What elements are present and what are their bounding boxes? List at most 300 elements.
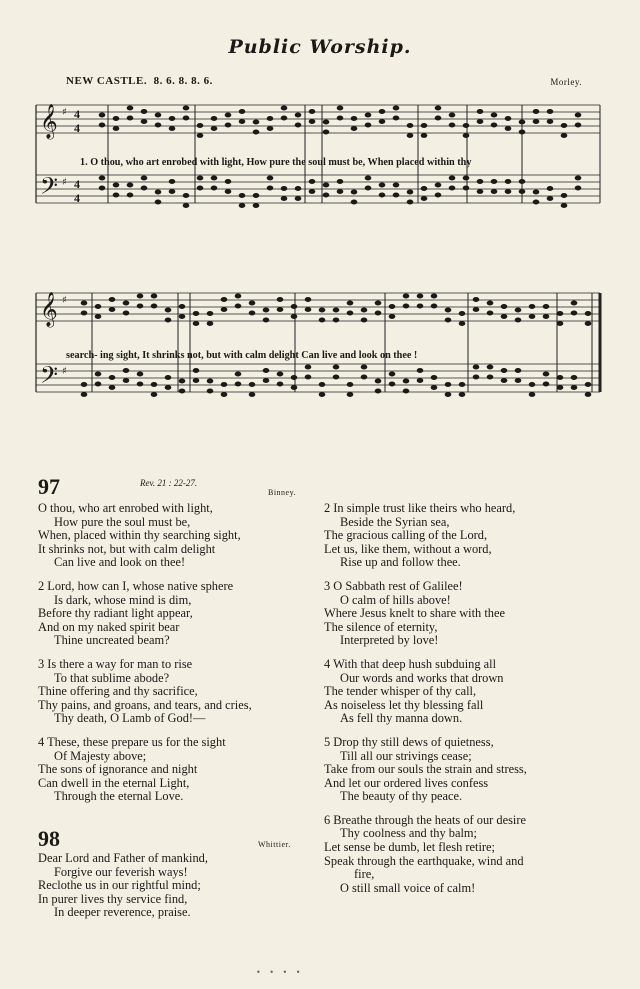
verse-line: And on my naked spirit bear [38, 619, 180, 634]
note-head [155, 190, 162, 195]
note-head [305, 307, 312, 312]
hymn-97-text [38, 502, 313, 814]
sharp-icon: ♯ [62, 107, 67, 118]
note-head [365, 113, 372, 118]
note-head [477, 189, 484, 194]
hymn-97-stanza-4 [38, 736, 313, 804]
note-head [155, 123, 162, 128]
note-head [95, 382, 102, 387]
note-head [337, 179, 344, 184]
note-head [141, 109, 148, 114]
note-head [249, 382, 256, 387]
note-head [347, 382, 354, 387]
note-head [141, 176, 148, 181]
note-head [347, 301, 354, 306]
time-signature: 4 [74, 177, 80, 191]
note-head [491, 123, 498, 128]
note-head [221, 297, 228, 302]
note-head [407, 200, 414, 205]
note-head [543, 304, 550, 309]
note-head [193, 311, 200, 316]
note-head [533, 200, 540, 205]
note-head [543, 314, 550, 319]
note-head [183, 203, 190, 208]
verse-line: Beside the Syrian sea, [340, 514, 450, 529]
hymn-98-stanza-1 [38, 852, 313, 920]
note-head [487, 365, 494, 370]
verse-line: When, placed within thy searching sight, [38, 528, 241, 543]
note-head [379, 109, 386, 114]
note-head [169, 179, 176, 184]
note-head [99, 186, 106, 191]
note-head [267, 126, 274, 131]
note-head [501, 314, 508, 319]
note-head [305, 375, 312, 380]
tune-meter: 8. 6. 8. 8. 6. [153, 75, 213, 87]
note-head [571, 301, 578, 306]
hymn-98-stanza-2 [324, 502, 609, 570]
note-head [207, 321, 214, 326]
note-head [449, 123, 456, 128]
note-head [179, 304, 186, 309]
note-head [95, 304, 102, 309]
bass-clef-icon: 𝄢 [40, 172, 59, 205]
note-head [323, 193, 330, 198]
verse-line: Reclothe us in our rightful mind; [38, 878, 201, 893]
note-head [165, 375, 172, 380]
note-head [309, 119, 316, 124]
note-head [393, 116, 400, 121]
note-head [127, 183, 134, 188]
note-head [253, 203, 260, 208]
note-head [557, 375, 564, 380]
note-head [81, 301, 88, 306]
note-head [113, 116, 120, 121]
verse-line: 6 Breathe through the heats of our desire [324, 812, 526, 827]
note-head [519, 120, 526, 125]
note-head [305, 365, 312, 370]
note-head [137, 382, 144, 387]
verse-line: Rise up and follow thee. [340, 555, 461, 570]
note-head [575, 186, 582, 191]
note-head [137, 304, 144, 309]
hymn-97-stanza-1 [38, 502, 313, 570]
note-head [421, 186, 428, 191]
note-head [151, 382, 158, 387]
note-head [491, 113, 498, 118]
verse-line: Thine uncreated beam? [54, 633, 170, 648]
note-head [547, 119, 554, 124]
note-head [547, 109, 554, 114]
verse-line: O calm of hills above! [340, 592, 451, 607]
verse-line: O still small voice of calm! [340, 880, 476, 895]
note-head [347, 311, 354, 316]
note-head [333, 375, 340, 380]
verse-line: And let our ordered lives confess [324, 775, 489, 790]
note-head [141, 119, 148, 124]
note-head [267, 116, 274, 121]
note-head [519, 179, 526, 184]
note-head [459, 382, 466, 387]
note-head [295, 123, 302, 128]
hymn-98-author: Whittier. [258, 840, 291, 849]
note-head [207, 389, 214, 394]
verse-line: Take from our souls the strain and stress, [324, 762, 527, 777]
note-head [151, 392, 158, 397]
note-head [183, 193, 190, 198]
verse-line: Can live and look on thee! [54, 555, 186, 570]
note-head [505, 116, 512, 121]
time-signature: 4 [74, 121, 80, 135]
note-head [501, 368, 508, 373]
note-head [291, 304, 298, 309]
verse-line: The tender whisper of thy call, [324, 684, 477, 699]
note-head [575, 123, 582, 128]
note-head [393, 106, 400, 111]
note-head [585, 382, 592, 387]
note-head [421, 133, 428, 138]
note-head [445, 318, 452, 323]
note-head [557, 385, 564, 390]
note-head [277, 307, 284, 312]
note-head [445, 382, 452, 387]
note-head [179, 314, 186, 319]
verse-line: The sons of ignorance and night [38, 762, 198, 777]
note-head [407, 133, 414, 138]
note-head [361, 365, 368, 370]
note-head [393, 193, 400, 198]
note-head [239, 109, 246, 114]
note-head [571, 385, 578, 390]
note-head [459, 321, 466, 326]
note-head [253, 130, 260, 135]
note-head [267, 176, 274, 181]
verse-line: As fell thy manna down. [340, 711, 463, 726]
note-head [431, 375, 438, 380]
note-head [431, 294, 438, 299]
note-head [333, 308, 340, 313]
note-head [277, 297, 284, 302]
note-head [515, 318, 522, 323]
note-head [193, 378, 200, 383]
verse-line: Dear Lord and Father of mankind, [38, 851, 208, 865]
note-head [435, 193, 442, 198]
note-head [123, 301, 130, 306]
note-head [319, 382, 326, 387]
verse-line: Of Majesty above; [54, 748, 147, 763]
note-head [487, 375, 494, 380]
note-head [235, 372, 242, 377]
verse-line: O thou, who art enrobed with light, [38, 501, 213, 515]
verse-line: The beauty of thy peace. [340, 789, 463, 804]
note-head [445, 308, 452, 313]
note-head [403, 294, 410, 299]
note-head [449, 186, 456, 191]
note-head [337, 116, 344, 121]
music-lyric-line-2: search- ing sight, It shrinks not, but with calm delight Can live and look on thee ! [66, 350, 418, 361]
note-head [291, 375, 298, 380]
verse-line: Thine offering and thy sacrifice, [38, 684, 198, 699]
note-head [169, 189, 176, 194]
note-head [585, 392, 592, 397]
note-head [123, 368, 130, 373]
note-head [515, 308, 522, 313]
note-head [249, 311, 256, 316]
note-head [477, 109, 484, 114]
note-head [351, 116, 358, 121]
note-head [463, 133, 470, 138]
hymn-97-number: 97 [38, 474, 60, 499]
note-head [515, 378, 522, 383]
note-head [113, 126, 120, 131]
page-heading: Public Worship. [228, 36, 412, 58]
note-head [207, 311, 214, 316]
hymn-98-stanza-3 [324, 580, 609, 648]
verse-line: Before thy radiant light appear, [38, 606, 193, 621]
note-head [225, 123, 232, 128]
note-head [375, 301, 382, 306]
note-head [515, 368, 522, 373]
note-head [281, 116, 288, 121]
note-head [571, 375, 578, 380]
treble-clef-icon: 𝄞 [40, 104, 58, 139]
note-head [585, 321, 592, 326]
note-head [99, 176, 106, 181]
note-head [169, 116, 176, 121]
note-head [249, 301, 256, 306]
verse-line: The silence of eternity, [324, 619, 438, 634]
note-head [249, 392, 256, 397]
note-head [361, 308, 368, 313]
note-head [337, 106, 344, 111]
note-head [431, 385, 438, 390]
verse-line: 4 These, these prepare us for the sight [38, 734, 226, 749]
note-head [505, 189, 512, 194]
note-head [519, 130, 526, 135]
note-head [435, 116, 442, 121]
note-head [127, 193, 134, 198]
note-head [309, 179, 316, 184]
note-head [529, 304, 536, 309]
hymn-98-stanza-6 [324, 814, 609, 896]
hymn-97-author: Binney. [268, 488, 297, 497]
note-head [557, 321, 564, 326]
note-head [95, 372, 102, 377]
hymn-97-reference: Rev. 21 : 22-27. [140, 478, 198, 488]
note-head [197, 133, 204, 138]
note-head [291, 385, 298, 390]
verse-line: Thy death, O Lamb of God!— [54, 711, 206, 726]
note-head [501, 304, 508, 309]
note-head [263, 308, 270, 313]
verse-line: In deeper reverence, praise. [54, 905, 191, 920]
note-head [109, 307, 116, 312]
note-head [183, 106, 190, 111]
note-head [379, 119, 386, 124]
note-head [333, 365, 340, 370]
note-head [473, 297, 480, 302]
note-head [431, 304, 438, 309]
note-head [309, 109, 316, 114]
verse-line: Interpreted by love! [340, 633, 439, 648]
note-head [529, 392, 536, 397]
note-head [123, 311, 130, 316]
note-head [459, 392, 466, 397]
note-head [529, 382, 536, 387]
note-head [491, 189, 498, 194]
note-head [533, 119, 540, 124]
note-head [463, 123, 470, 128]
note-head [389, 372, 396, 377]
note-head [501, 378, 508, 383]
note-head [81, 382, 88, 387]
note-head [263, 378, 270, 383]
note-head [281, 196, 288, 201]
note-head [375, 311, 382, 316]
note-head [557, 311, 564, 316]
note-head [295, 186, 302, 191]
note-head [165, 385, 172, 390]
note-head [137, 372, 144, 377]
verse-line: Till all our strivings cease; [340, 748, 472, 763]
note-head [361, 375, 368, 380]
note-head [417, 378, 424, 383]
note-head [155, 200, 162, 205]
note-head [337, 189, 344, 194]
note-head [99, 113, 106, 118]
note-head [253, 193, 260, 198]
note-head [263, 368, 270, 373]
note-head [211, 126, 218, 131]
note-head [239, 203, 246, 208]
note-head [221, 307, 228, 312]
verse-line: 5 Drop thy still dews of quietness, [324, 734, 494, 749]
note-head [403, 389, 410, 394]
verse-line: Can dwell in the eternal Light, [38, 775, 190, 790]
note-head [235, 382, 242, 387]
note-head [463, 186, 470, 191]
note-head [379, 193, 386, 198]
hymn-97-stanza-3 [38, 658, 313, 726]
note-head [323, 120, 330, 125]
note-head [487, 311, 494, 316]
note-head [417, 294, 424, 299]
note-head [277, 372, 284, 377]
note-head [561, 123, 568, 128]
note-head [151, 294, 158, 299]
note-head [407, 190, 414, 195]
note-head [151, 304, 158, 309]
verse-line: Thy coolness and thy balm; [340, 826, 477, 841]
note-head [547, 186, 554, 191]
note-head [165, 308, 172, 313]
note-head [561, 133, 568, 138]
note-head [253, 120, 260, 125]
note-head [421, 196, 428, 201]
note-head [277, 382, 284, 387]
time-signature: 4 [74, 107, 80, 121]
note-head [379, 183, 386, 188]
note-head [473, 307, 480, 312]
verse-line: 3 O Sabbath rest of Galilee! [324, 578, 463, 593]
note-head [207, 379, 214, 384]
note-head [323, 183, 330, 188]
verse-line: 3 Is there a way for man to rise [38, 656, 193, 671]
note-head [109, 297, 116, 302]
treble-clef-icon: 𝄞 [40, 292, 58, 327]
note-head [463, 176, 470, 181]
bass-clef-icon: 𝄢 [40, 361, 59, 394]
note-head [319, 392, 326, 397]
note-head [155, 113, 162, 118]
note-head [239, 193, 246, 198]
note-head [281, 106, 288, 111]
note-head [221, 392, 228, 397]
note-head [375, 379, 382, 384]
note-head [449, 113, 456, 118]
hymn-98-stanza-5 [324, 736, 609, 804]
note-head [421, 123, 428, 128]
note-head [347, 392, 354, 397]
note-head [375, 389, 382, 394]
note-head [323, 130, 330, 135]
note-head [113, 183, 120, 188]
note-head [295, 113, 302, 118]
verse-line: Speak through the earthquake, wind and [324, 853, 524, 868]
note-head [141, 186, 148, 191]
note-head [449, 176, 456, 181]
verse-line: It shrinks not, but with calm delight [38, 541, 216, 556]
note-head [417, 304, 424, 309]
music-lyric-line-1: 1. O thou, who art enrobed with light, How pure the soul must be, When placed within thy [80, 157, 472, 168]
note-head [239, 119, 246, 124]
verse-line: Thy pains, and groans, and tears, and cries, [38, 697, 252, 712]
note-head [403, 304, 410, 309]
verse-line: As noiseless let thy blessing fall [324, 697, 484, 712]
note-head [113, 193, 120, 198]
music-score [0, 0, 640, 460]
note-head [281, 186, 288, 191]
note-head [365, 186, 372, 191]
hymn-98-stanza-4 [324, 658, 609, 726]
note-head [561, 203, 568, 208]
note-head [319, 318, 326, 323]
note-head [435, 183, 442, 188]
verse-line: 2 In simple trust like theirs who heard, [324, 501, 516, 515]
note-head [543, 372, 550, 377]
note-head [165, 318, 172, 323]
note-head [477, 119, 484, 124]
note-head [407, 123, 414, 128]
hymn-97-stanza-2 [38, 580, 313, 648]
note-head [365, 176, 372, 181]
note-head [529, 314, 536, 319]
note-head [585, 311, 592, 316]
note-head [95, 314, 102, 319]
note-head [123, 378, 130, 383]
note-head [403, 379, 410, 384]
note-head [169, 126, 176, 131]
note-head [487, 301, 494, 306]
note-head [221, 382, 228, 387]
note-head [211, 176, 218, 181]
note-head [477, 179, 484, 184]
sharp-icon: ♯ [62, 366, 67, 377]
sharp-icon: ♯ [62, 295, 67, 306]
note-head [193, 321, 200, 326]
note-head [267, 186, 274, 191]
note-head [361, 318, 368, 323]
